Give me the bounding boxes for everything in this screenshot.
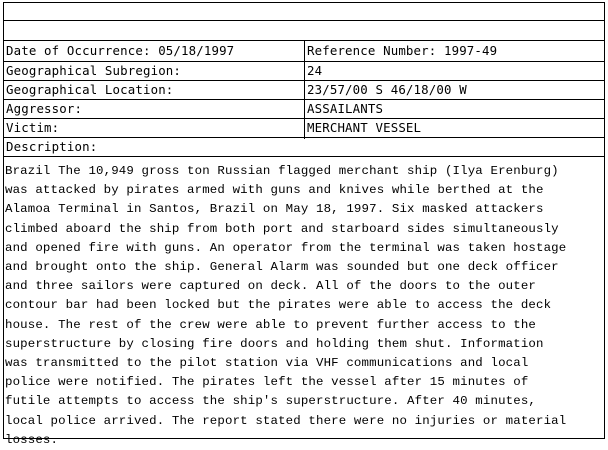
victim-value: MERCHANT VESSEL xyxy=(307,120,422,135)
row-rule-description xyxy=(3,156,605,157)
column-divider xyxy=(304,40,305,139)
location-label: Geographical Location: xyxy=(6,82,174,97)
description-text: Brazil The 10,949 gross ton Russian flagged merchant ship (Ilya Erenburg) was attacked by pirates armed with guns and knives while berthed at the Alamoa Terminal in Santos, Brazil on May 18, 1997. Six masked attackers climbed aboard the ship from both port and starboard sides simultaneously and opened fire with guns. An operator from the terminal was taken hostage and brought onto the ship. General Alarm was sounded but one deck officer and three sailors were captured on deck. All of the doors to the outer contour bar had been locked but the pirates were able to access the deck house. The rest of the crew were able to prevent further access to the superstructure by closing fire doors and holding them shut. Information was transmitted to the pilot station via VHF communications and local police were notified. The pirates left the vessel after 15 minutes of futile attempts to access the ship's superstructure. After 40 minutes, local police arrived. The report stated there were no injuries or material losses. xyxy=(5,164,567,447)
reference-number: Reference Number: 1997-49 xyxy=(307,43,498,58)
victim-label: Victim: xyxy=(6,120,60,135)
subregion-value: 24 xyxy=(307,63,323,78)
aggressor-label: Aggressor: xyxy=(6,101,83,116)
location-value: 23/57/00 S 46/18/00 W xyxy=(307,82,467,97)
date-of-occurrence: Date of Occurrence: 05/18/1997 xyxy=(6,43,235,58)
subregion-label: Geographical Subregion: xyxy=(6,63,182,78)
header-rule-1 xyxy=(3,20,605,21)
aggressor-value: ASSAILANTS xyxy=(307,101,384,116)
description-label: Description: xyxy=(6,139,98,154)
